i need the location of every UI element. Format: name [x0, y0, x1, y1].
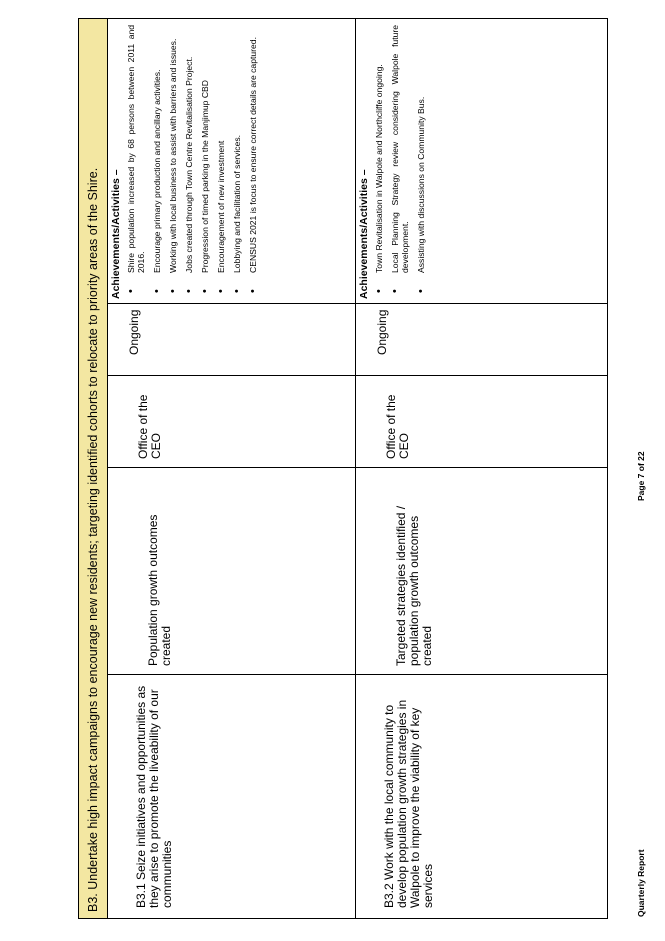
achievements-list: [374, 25, 426, 299]
list-item: • CENSUS 2021 is focus to ensure correct details are captured.: [248, 25, 258, 281]
table-row: [356, 18, 608, 918]
list-item: • Encouragement of new investment: [216, 25, 226, 281]
timeframe-cell: Ongoing: [356, 304, 608, 376]
list-item: • Progression of timed parking in the Manjimup CBD: [200, 25, 210, 281]
list-item: • Town Revitalisation in Walpole and Northcliffe ongoing.: [374, 25, 384, 281]
list-item: • Encourage primary production and ancillary activities.: [152, 25, 162, 281]
list-item: • Local Planning Strategy review considering Walpole future development.: [390, 25, 410, 281]
section-header: B3. Undertake high impact campaigns to encourage new residents; targeting identified cohorts to relocate to priority areas of the Shire.: [79, 18, 108, 918]
list-item: • Working with local business to assist with barriers and issues.: [168, 25, 178, 281]
list-item: • Lobbying and facilitation of services.: [232, 25, 242, 281]
list-item: • Shire population increased by 68 persons between 2011 and 2016.: [126, 25, 146, 281]
kpi-cell: Population growth outcomes created: [108, 468, 356, 675]
achievements-title: Achievements/Activities –: [358, 169, 370, 299]
list-item: • Jobs created through Town Centre Revitalisation Project.: [184, 25, 194, 281]
achievements-title: Achievements/Activities –: [110, 169, 122, 299]
responsible-cell: Office of the CEO: [356, 376, 608, 468]
table-row: [108, 18, 356, 918]
timeframe-cell: Ongoing: [108, 304, 356, 376]
strategy-cell: B3.1 Seize initiatives and opportunities as they arise to promote the liveability of our communities: [108, 675, 356, 919]
achievements-cell: [108, 18, 356, 303]
footer-page-number: Page 7 of 22: [636, 451, 646, 501]
achievements-cell: [356, 18, 608, 303]
table-header-row: [79, 18, 108, 918]
list-item: • Assisting with discussions on Community Bus.: [416, 25, 426, 281]
achievements-list: [126, 25, 258, 299]
footer-report-title: Quarterly Report: [636, 849, 646, 917]
strategy-cell: B3.2 Work with the local community to develop population growth strategies in Walpole to improve the viability of key services: [356, 675, 608, 919]
kpi-cell: Targeted strategies identified / population growth outcomes created: [356, 468, 608, 675]
responsible-cell: Office of the CEO: [108, 376, 356, 468]
strategy-table: [78, 18, 608, 919]
